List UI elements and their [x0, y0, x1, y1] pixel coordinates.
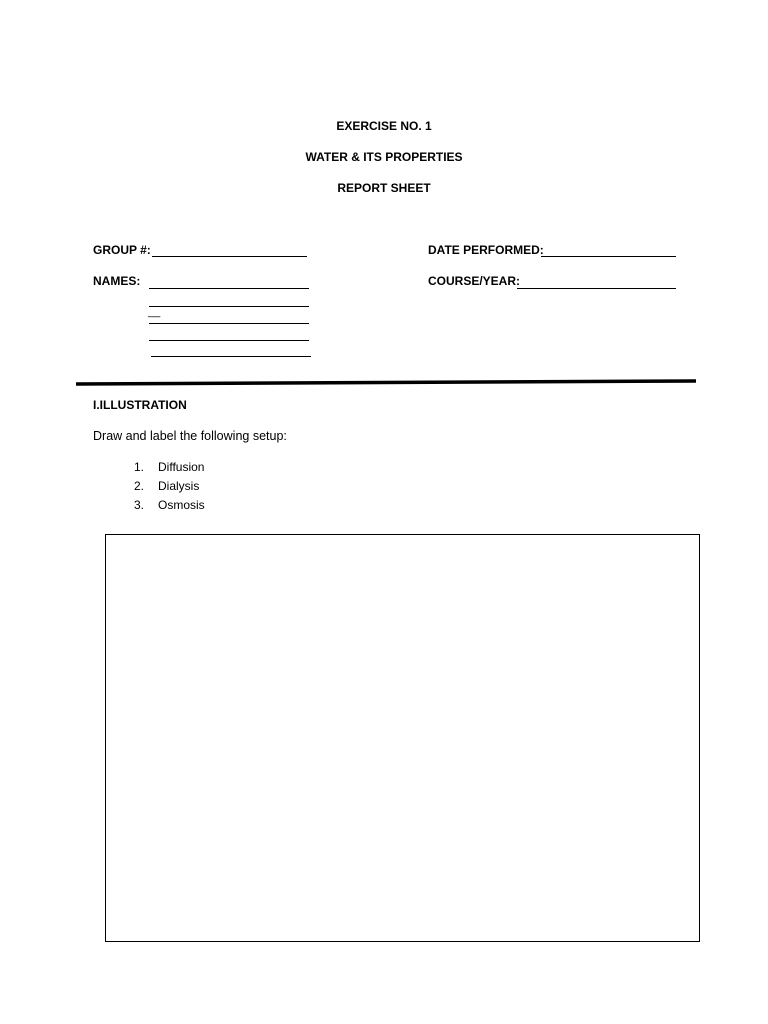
list-item-number: 2. [134, 479, 145, 493]
names-label: NAMES: [93, 274, 141, 288]
instruction-text: Draw and label the following setup: [93, 429, 287, 443]
section-heading: I.ILLUSTRATION [93, 398, 187, 412]
list-item-number: 3. [134, 498, 145, 512]
date-performed-label: DATE PERFORMED: [428, 243, 544, 257]
list-item [134, 498, 205, 512]
list-item-text: Dialysis [158, 479, 200, 493]
stray-underscore-mark: __ [148, 306, 161, 318]
list-item-text: Osmosis [158, 498, 205, 512]
exercise-number: EXERCISE NO. 1 [336, 119, 432, 133]
exercise-title: WATER & ITS PROPERTIES [305, 150, 463, 164]
list-item-text: Diffusion [158, 460, 205, 474]
list-item-number: 1. [134, 460, 145, 474]
group-label: GROUP #: [93, 243, 151, 257]
divider-line [76, 381, 696, 384]
list-item [134, 460, 204, 474]
drawing-area-box[interactable] [105, 534, 700, 942]
course-year-label: COURSE/YEAR: [428, 274, 521, 288]
list-item [134, 479, 199, 493]
report-sheet-subtitle: REPORT SHEET [337, 181, 431, 195]
